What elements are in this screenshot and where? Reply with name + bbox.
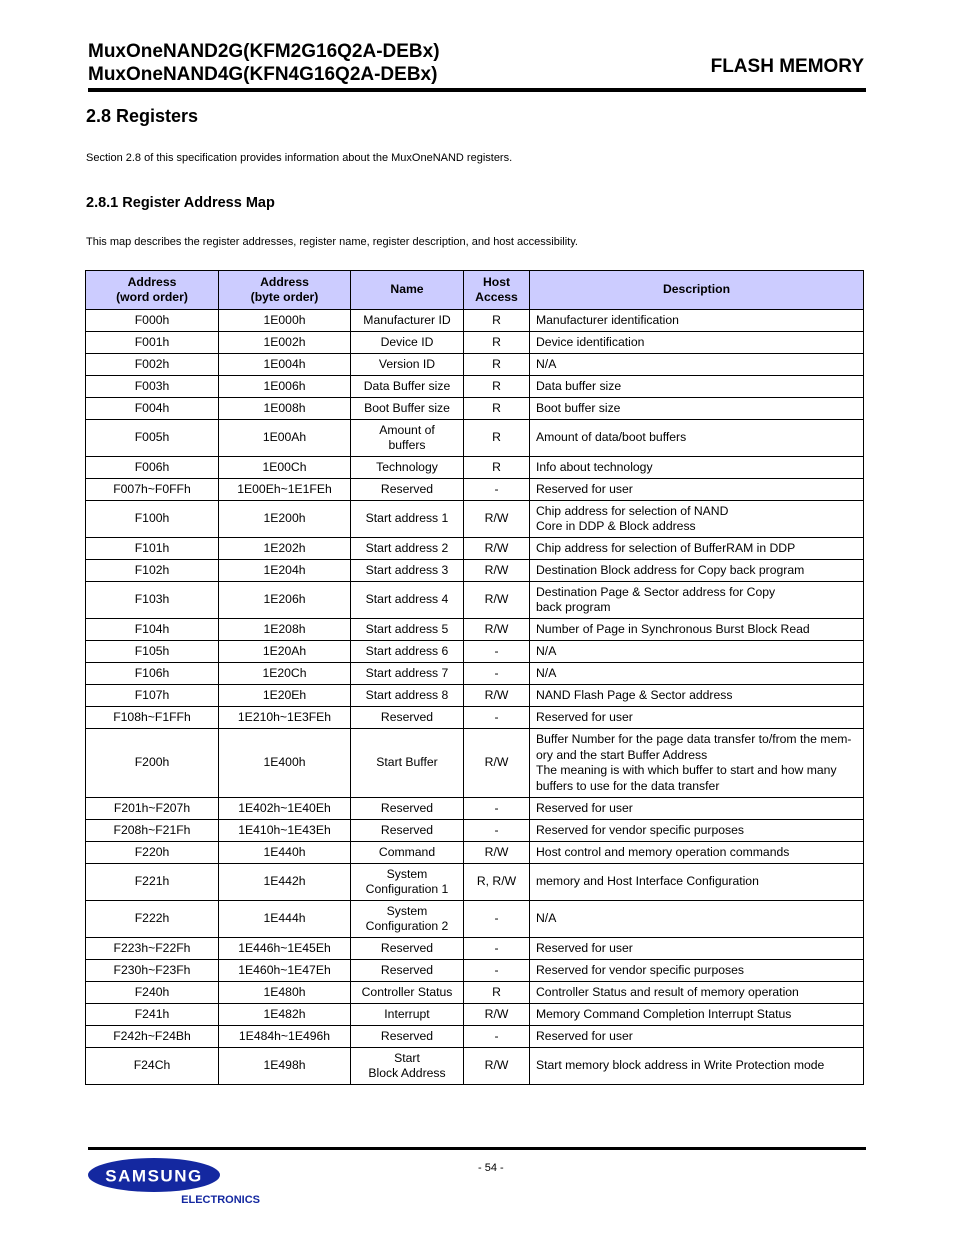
address-byte-cell: 1E008h (219, 398, 351, 420)
register-name-cell: Start address 5 (351, 619, 464, 641)
register-name-cell: Controller Status (351, 982, 464, 1004)
address-byte-cell: 1E002h (219, 332, 351, 354)
address-byte-cell: 1E400h (219, 729, 351, 798)
address-byte-cell: 1E000h (219, 310, 351, 332)
description-cell: Host control and memory operation commands (530, 842, 864, 864)
col-address-byte-header: Address (byte order) (219, 271, 351, 310)
table-row (86, 354, 864, 376)
document-title-line1: MuxOneNAND2G(KFM2G16Q2A-DEBx) (88, 41, 440, 62)
table-row (86, 538, 864, 560)
register-name-cell: Start address 3 (351, 560, 464, 582)
description-cell: N/A (530, 641, 864, 663)
table-row (86, 842, 864, 864)
host-access-cell: - (464, 641, 530, 663)
register-name-cell: Start Block Address (351, 1048, 464, 1085)
host-access-cell: - (464, 901, 530, 938)
host-access-cell: R/W (464, 619, 530, 641)
address-byte-cell: 1E498h (219, 1048, 351, 1085)
table-row (86, 820, 864, 842)
address-word-cell: F006h (86, 457, 219, 479)
table-row (86, 582, 864, 619)
table-body (86, 310, 864, 1085)
address-word-cell: F004h (86, 398, 219, 420)
description-cell: Destination Page & Sector address for Copy back program (530, 582, 864, 619)
table-row (86, 1004, 864, 1026)
description-cell: memory and Host Interface Configuration (530, 864, 864, 901)
address-word-cell: F102h (86, 560, 219, 582)
description-cell: NAND Flash Page & Sector address (530, 685, 864, 707)
register-name-cell: Device ID (351, 332, 464, 354)
register-name-cell: Version ID (351, 354, 464, 376)
table-row (86, 501, 864, 538)
address-word-cell: F222h (86, 901, 219, 938)
description-cell: Reserved for user (530, 1026, 864, 1048)
register-name-cell: Start address 4 (351, 582, 464, 619)
register-name-cell: Reserved (351, 798, 464, 820)
table-row (86, 479, 864, 501)
address-word-cell: F100h (86, 501, 219, 538)
address-byte-cell: 1E00Ch (219, 457, 351, 479)
address-word-cell: F221h (86, 864, 219, 901)
table-row (86, 960, 864, 982)
table-row (86, 938, 864, 960)
table-row (86, 1048, 864, 1085)
host-access-cell: R (464, 376, 530, 398)
table-row (86, 663, 864, 685)
address-byte-cell: 1E00Eh~1E1FEh (219, 479, 351, 501)
host-access-cell: R/W (464, 729, 530, 798)
svg-text:ELECTRONICS: ELECTRONICS (181, 1194, 260, 1206)
address-word-cell: F101h (86, 538, 219, 560)
table-row (86, 560, 864, 582)
host-access-cell: R/W (464, 1004, 530, 1026)
description-cell: Start memory block address in Write Protection mode (530, 1048, 864, 1085)
address-word-cell: F24Ch (86, 1048, 219, 1085)
table-header-row (86, 271, 864, 310)
description-cell: Chip address for selection of NAND Core in DDP & Block address (530, 501, 864, 538)
address-byte-cell: 1E208h (219, 619, 351, 641)
description-cell: Info about technology (530, 457, 864, 479)
description-cell: Memory Command Completion Interrupt Status (530, 1004, 864, 1026)
host-access-cell: R (464, 420, 530, 457)
page-header (88, 40, 866, 86)
register-name-cell: Reserved (351, 938, 464, 960)
host-access-cell: R/W (464, 501, 530, 538)
address-byte-cell: 1E410h~1E43Eh (219, 820, 351, 842)
host-access-cell: R (464, 982, 530, 1004)
description-cell: Controller Status and result of memory operation (530, 982, 864, 1004)
col-host-access-header: Host Access (464, 271, 530, 310)
address-byte-cell: 1E20Ch (219, 663, 351, 685)
register-name-cell: Amount of buffers (351, 420, 464, 457)
host-access-cell: R/W (464, 685, 530, 707)
register-name-cell: Data Buffer size (351, 376, 464, 398)
address-word-cell: F003h (86, 376, 219, 398)
register-name-cell: Reserved (351, 960, 464, 982)
address-word-cell: F005h (86, 420, 219, 457)
table-row (86, 420, 864, 457)
address-byte-cell: 1E484h~1E496h (219, 1026, 351, 1048)
host-access-cell: R (464, 332, 530, 354)
description-cell: Reserved for user (530, 938, 864, 960)
register-name-cell: Command (351, 842, 464, 864)
register-name-cell: Boot Buffer size (351, 398, 464, 420)
register-name-cell: Start address 8 (351, 685, 464, 707)
host-access-cell: - (464, 938, 530, 960)
address-word-cell: F201h~F207h (86, 798, 219, 820)
address-word-cell: F208h~F21Fh (86, 820, 219, 842)
address-byte-cell: 1E202h (219, 538, 351, 560)
table-row (86, 398, 864, 420)
description-cell: Data buffer size (530, 376, 864, 398)
subsection-intro: This map describes the register addresses, register name, register description, and host accessibility. (86, 236, 578, 248)
section-intro: Section 2.8 of this specification provides information about the MuxOneNAND registers. (86, 152, 513, 164)
address-byte-cell: 1E444h (219, 901, 351, 938)
table-row (86, 798, 864, 820)
register-name-cell: Start Buffer (351, 729, 464, 798)
section-title: 2.8 Registers (86, 106, 199, 126)
register-name-cell: Reserved (351, 707, 464, 729)
table-row (86, 901, 864, 938)
host-access-cell: R (464, 310, 530, 332)
address-word-cell: F105h (86, 641, 219, 663)
host-access-cell: - (464, 820, 530, 842)
description-cell: N/A (530, 663, 864, 685)
address-word-cell: F107h (86, 685, 219, 707)
description-cell: Manufacturer identification (530, 310, 864, 332)
address-byte-cell: 1E460h~1E47Eh (219, 960, 351, 982)
host-access-cell: - (464, 1026, 530, 1048)
description-cell: N/A (530, 354, 864, 376)
address-byte-cell: 1E006h (219, 376, 351, 398)
document-title-line2: MuxOneNAND4G(KFN4G16Q2A-DEBx) (88, 64, 438, 85)
host-access-cell: R (464, 354, 530, 376)
host-access-cell: - (464, 798, 530, 820)
address-word-cell: F220h (86, 842, 219, 864)
address-byte-cell: 1E206h (219, 582, 351, 619)
description-cell: Reserved for user (530, 707, 864, 729)
samsung-logo (87, 1156, 263, 1208)
description-cell: Number of Page in Synchronous Burst Block Read (530, 619, 864, 641)
register-name-cell: Manufacturer ID (351, 310, 464, 332)
address-word-cell: F242h~F24Bh (86, 1026, 219, 1048)
address-word-cell: F241h (86, 1004, 219, 1026)
footer-rule (88, 1147, 866, 1150)
address-word-cell: F240h (86, 982, 219, 1004)
register-name-cell: Interrupt (351, 1004, 464, 1026)
register-name-cell: Start address 2 (351, 538, 464, 560)
address-word-cell: F000h (86, 310, 219, 332)
register-name-cell: System Configuration 1 (351, 864, 464, 901)
description-cell: Buffer Number for the page data transfer to/from the mem- ory and the start Buffer Address The meaning is with which buffer to start and how many buffers to use for the data transfer (530, 729, 864, 798)
description-cell: Boot buffer size (530, 398, 864, 420)
address-word-cell: F103h (86, 582, 219, 619)
address-word-cell: F230h~F23Fh (86, 960, 219, 982)
host-access-cell: - (464, 960, 530, 982)
host-access-cell: R/W (464, 582, 530, 619)
address-word-cell: F001h (86, 332, 219, 354)
address-word-cell: F106h (86, 663, 219, 685)
address-word-cell: F108h~F1FFh (86, 707, 219, 729)
table-row (86, 707, 864, 729)
register-name-cell: Start address 1 (351, 501, 464, 538)
address-word-cell: F007h~F0FFh (86, 479, 219, 501)
table-row (86, 1026, 864, 1048)
page-number: - 54 - (478, 1162, 504, 1174)
address-byte-cell: 1E204h (219, 560, 351, 582)
address-byte-cell: 1E442h (219, 864, 351, 901)
register-name-cell: Technology (351, 457, 464, 479)
col-description-header: Description (530, 271, 864, 310)
table-row (86, 310, 864, 332)
address-byte-cell: 1E480h (219, 982, 351, 1004)
description-cell: N/A (530, 901, 864, 938)
description-cell: Destination Block address for Copy back program (530, 560, 864, 582)
host-access-cell: R/W (464, 560, 530, 582)
description-cell: Chip address for selection of BufferRAM in DDP (530, 538, 864, 560)
table-row (86, 376, 864, 398)
address-byte-cell: 1E00Ah (219, 420, 351, 457)
register-name-cell: Reserved (351, 820, 464, 842)
header-category: FLASH MEMORY (710, 56, 864, 77)
table-row (86, 864, 864, 901)
table-row (86, 729, 864, 798)
host-access-cell: - (464, 663, 530, 685)
description-cell: Reserved for user (530, 798, 864, 820)
address-byte-cell: 1E482h (219, 1004, 351, 1026)
address-word-cell: F223h~F22Fh (86, 938, 219, 960)
register-name-cell: Reserved (351, 479, 464, 501)
register-name-cell: System Configuration 2 (351, 901, 464, 938)
table-row (86, 982, 864, 1004)
description-cell: Device identification (530, 332, 864, 354)
address-word-cell: F104h (86, 619, 219, 641)
address-byte-cell: 1E004h (219, 354, 351, 376)
address-byte-cell: 1E200h (219, 501, 351, 538)
address-byte-cell: 1E402h~1E40Eh (219, 798, 351, 820)
subsection-title: 2.8.1 Register Address Map (86, 195, 275, 211)
table-row (86, 619, 864, 641)
host-access-cell: R/W (464, 538, 530, 560)
host-access-cell: R (464, 398, 530, 420)
host-access-cell: - (464, 707, 530, 729)
host-access-cell: R/W (464, 842, 530, 864)
register-name-cell: Start address 7 (351, 663, 464, 685)
register-name-cell: Reserved (351, 1026, 464, 1048)
svg-text:SAMSUNG: SAMSUNG (105, 1166, 203, 1186)
address-word-cell: F200h (86, 729, 219, 798)
address-byte-cell: 1E440h (219, 842, 351, 864)
description-cell: Reserved for vendor specific purposes (530, 820, 864, 842)
host-access-cell: - (464, 479, 530, 501)
host-access-cell: R/W (464, 1048, 530, 1085)
col-address-word-header: Address (word order) (86, 271, 219, 310)
host-access-cell: R, R/W (464, 864, 530, 901)
table-row (86, 685, 864, 707)
table-row (86, 641, 864, 663)
register-name-cell: Start address 6 (351, 641, 464, 663)
address-byte-cell: 1E210h~1E3FEh (219, 707, 351, 729)
description-cell: Amount of data/boot buffers (530, 420, 864, 457)
register-address-table (85, 270, 864, 1085)
address-byte-cell: 1E20Ah (219, 641, 351, 663)
address-byte-cell: 1E20Eh (219, 685, 351, 707)
header-rule (88, 88, 866, 92)
table-row (86, 332, 864, 354)
host-access-cell: R (464, 457, 530, 479)
description-cell: Reserved for user (530, 479, 864, 501)
table-row (86, 457, 864, 479)
description-cell: Reserved for vendor specific purposes (530, 960, 864, 982)
address-word-cell: F002h (86, 354, 219, 376)
col-name-header: Name (351, 271, 464, 310)
address-byte-cell: 1E446h~1E45Eh (219, 938, 351, 960)
